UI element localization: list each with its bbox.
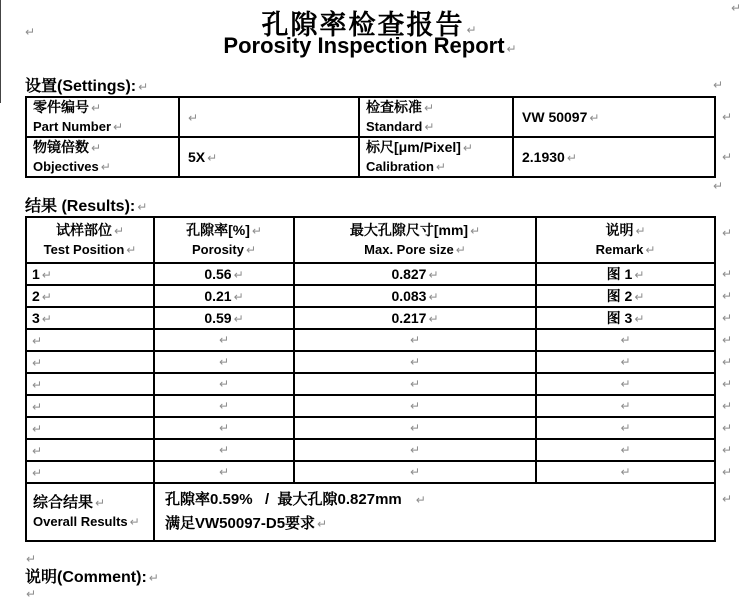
end-of-row-mark: ↵ bbox=[721, 267, 732, 281]
settings-heading bbox=[25, 73, 148, 96]
max-pore-text: 0.083 bbox=[391, 288, 427, 304]
paragraph-mark: ↵ bbox=[113, 224, 125, 238]
end-of-row-mark: ↵ bbox=[721, 150, 732, 164]
end-of-row-mark: ↵ bbox=[721, 289, 732, 303]
paragraph-mark: ↵ bbox=[251, 224, 262, 238]
header-remark bbox=[536, 217, 732, 263]
paragraph-mark: ↵ bbox=[435, 160, 446, 174]
end-of-cell-mark: ↵ bbox=[218, 399, 230, 413]
result-row-3 bbox=[26, 307, 715, 329]
report-title-en-text: Porosity Inspection Report bbox=[223, 33, 505, 58]
empty-result-row bbox=[26, 439, 715, 461]
end-of-row-mark: ↵ bbox=[721, 226, 732, 240]
header-max-pore-size bbox=[294, 217, 536, 263]
cell-porosity bbox=[154, 263, 294, 285]
porosity-text: 0.21 bbox=[204, 288, 232, 304]
value-text: 2.1930 bbox=[522, 149, 565, 165]
end-of-cell-mark: ↵ bbox=[620, 333, 631, 347]
summary-line-2-text: 满足VW50097-D5要求 bbox=[165, 515, 316, 532]
cell-porosity-empty bbox=[154, 439, 294, 461]
end-of-cell-mark: ↵ bbox=[634, 268, 645, 282]
results-header-row bbox=[26, 217, 715, 263]
paragraph-mark: ↵ bbox=[424, 120, 435, 134]
label-zh bbox=[33, 98, 178, 118]
value-text: VW 50097 bbox=[522, 109, 588, 125]
end-of-row-mark: ↵ bbox=[721, 465, 732, 479]
label-zh-text: 物镜倍数 bbox=[33, 139, 89, 155]
end-of-cell-mark: ↵ bbox=[41, 268, 52, 282]
settings-row bbox=[26, 137, 715, 177]
cell-position-empty bbox=[26, 461, 154, 483]
header-zh bbox=[537, 221, 714, 241]
paragraph-mark: ↵ bbox=[91, 141, 102, 155]
cell-standard-value bbox=[513, 97, 732, 137]
end-of-cell-mark: ↵ bbox=[409, 465, 421, 479]
label-en-text: Objectives bbox=[33, 159, 99, 174]
empty-result-row bbox=[26, 417, 715, 439]
label-en bbox=[366, 158, 512, 176]
settings-row bbox=[26, 97, 715, 137]
cell-position-empty bbox=[26, 351, 154, 373]
label-zh bbox=[366, 98, 512, 118]
header-zh-text: 最大孔隙尺寸[mm] bbox=[349, 222, 469, 238]
end-of-cell-mark: ↵ bbox=[620, 443, 631, 457]
results-heading bbox=[25, 193, 147, 216]
cell-max-pore bbox=[294, 263, 536, 285]
cell-overall-results-label bbox=[26, 483, 154, 541]
cell-part-number-value bbox=[179, 97, 359, 137]
cell-objectives-label bbox=[26, 137, 179, 177]
cell-remark-empty bbox=[536, 373, 732, 395]
paragraph-mark: ↵ bbox=[245, 243, 257, 257]
end-of-row-mark: ↵ bbox=[721, 355, 732, 369]
settings-table bbox=[25, 96, 732, 178]
remark-text: 图 1 bbox=[606, 266, 633, 282]
end-of-cell-mark: ↵ bbox=[32, 400, 43, 414]
end-of-cell-mark: ↵ bbox=[32, 356, 43, 370]
cell-remark bbox=[536, 307, 732, 329]
end-of-cell-mark: ↵ bbox=[634, 290, 645, 304]
label-zh-text: 检查标准 bbox=[366, 99, 422, 115]
end-of-cell-mark: ↵ bbox=[218, 333, 230, 347]
paragraph-mark: ↵ bbox=[713, 78, 724, 92]
summary-line-2 bbox=[165, 512, 714, 536]
cell-position bbox=[26, 263, 154, 285]
end-of-row-mark: ↵ bbox=[721, 421, 732, 435]
paragraph-mark: ↵ bbox=[470, 224, 481, 238]
end-of-cell-mark: ↵ bbox=[32, 334, 43, 348]
porosity-text: 0.56 bbox=[204, 266, 232, 282]
value-text: 5X bbox=[188, 149, 206, 165]
cell-porosity-empty bbox=[154, 373, 294, 395]
result-row-1 bbox=[26, 263, 715, 285]
paragraph-mark: ↵ bbox=[26, 552, 37, 566]
cell-position-empty bbox=[26, 417, 154, 439]
header-en-text: Remark bbox=[595, 242, 644, 257]
cell-remark bbox=[536, 263, 732, 285]
end-of-cell-mark: ↵ bbox=[409, 421, 421, 435]
cell-overall-results-value bbox=[154, 483, 732, 541]
end-of-cell-mark: ↵ bbox=[218, 377, 230, 391]
cell-remark-empty bbox=[536, 417, 732, 439]
summary-line-1 bbox=[165, 488, 714, 512]
label-zh bbox=[366, 138, 512, 158]
end-of-cell-mark: ↵ bbox=[620, 399, 631, 413]
end-of-cell-mark: ↵ bbox=[409, 399, 421, 413]
label-en bbox=[33, 158, 178, 176]
paragraph-mark: ↵ bbox=[25, 25, 36, 39]
end-of-cell-mark: ↵ bbox=[207, 151, 218, 165]
label-zh bbox=[33, 138, 178, 158]
end-of-cell-mark: ↵ bbox=[41, 312, 52, 326]
cell-position-empty bbox=[26, 329, 154, 351]
report-title-zh-text: 孔隙率检查报告 bbox=[261, 10, 465, 41]
paragraph-mark: ↵ bbox=[424, 101, 435, 115]
label-zh bbox=[33, 493, 153, 513]
cell-position-empty bbox=[26, 439, 154, 461]
paragraph-mark: ↵ bbox=[506, 42, 517, 56]
max-pore-text: 0.217 bbox=[391, 310, 427, 326]
end-of-cell-mark: ↵ bbox=[32, 466, 43, 480]
position-text: 2 bbox=[32, 288, 40, 304]
end-of-cell-mark: ↵ bbox=[218, 421, 230, 435]
header-en-text: Porosity bbox=[191, 242, 244, 257]
cell-standard-label bbox=[359, 97, 513, 137]
header-zh bbox=[27, 221, 153, 241]
empty-result-row bbox=[26, 461, 715, 483]
cell-porosity-empty bbox=[154, 351, 294, 373]
paragraph-mark: ↵ bbox=[148, 571, 159, 585]
end-of-cell-mark: ↵ bbox=[218, 443, 230, 457]
paragraph-mark: ↵ bbox=[91, 101, 102, 115]
cell-porosity-empty bbox=[154, 329, 294, 351]
header-zh-text: 孔隙率[%] bbox=[186, 222, 250, 238]
header-zh bbox=[295, 221, 535, 241]
label-en bbox=[33, 118, 178, 136]
cell-porosity-empty bbox=[154, 461, 294, 483]
max-pore-text: 0.827 bbox=[391, 266, 427, 282]
paragraph-mark: ↵ bbox=[466, 23, 479, 37]
paragraph-mark: ↵ bbox=[126, 243, 137, 257]
settings-heading-text: 设置(Settings): bbox=[25, 78, 137, 95]
results-table bbox=[25, 216, 732, 542]
end-of-row-mark: ↵ bbox=[721, 443, 732, 457]
cell-position bbox=[26, 307, 154, 329]
header-en bbox=[537, 241, 714, 259]
end-of-cell-mark: ↵ bbox=[634, 312, 645, 326]
end-of-cell-mark: ↵ bbox=[188, 111, 199, 125]
end-of-row-mark: ↵ bbox=[721, 377, 732, 391]
cell-max-pore-empty bbox=[294, 461, 536, 483]
label-en bbox=[366, 118, 512, 136]
end-of-row-mark: ↵ bbox=[721, 110, 732, 124]
cell-max-pore-empty bbox=[294, 329, 536, 351]
remark-text: 图 2 bbox=[606, 288, 633, 304]
porosity-text: 0.59 bbox=[204, 310, 232, 326]
paragraph-mark: ↵ bbox=[95, 496, 106, 510]
header-test-position bbox=[26, 217, 154, 263]
paragraph-mark: ↵ bbox=[137, 200, 148, 214]
end-of-cell-mark: ↵ bbox=[589, 111, 600, 125]
empty-result-row bbox=[26, 395, 715, 417]
header-en bbox=[27, 241, 153, 259]
cell-remark bbox=[536, 285, 732, 307]
overall-results-row bbox=[26, 483, 715, 541]
end-of-cell-mark: ↵ bbox=[620, 377, 631, 391]
paragraph-mark: ↵ bbox=[462, 141, 473, 155]
label-zh-text: 综合结果 bbox=[33, 494, 94, 511]
cell-position-empty bbox=[26, 373, 154, 395]
header-porosity bbox=[154, 217, 294, 263]
end-of-cell-mark: ↵ bbox=[409, 333, 421, 347]
cell-max-pore-empty bbox=[294, 351, 536, 373]
end-of-row-mark: ↵ bbox=[721, 333, 732, 347]
end-of-row-mark: ↵ bbox=[721, 399, 732, 413]
end-of-cell-mark: ↵ bbox=[218, 465, 230, 479]
end-of-cell-mark: ↵ bbox=[428, 268, 439, 282]
cell-max-pore bbox=[294, 307, 536, 329]
report-title-en bbox=[0, 33, 740, 59]
paragraph-mark: ↵ bbox=[100, 160, 111, 174]
end-of-cell-mark: ↵ bbox=[428, 312, 439, 326]
cell-calibration-value bbox=[513, 137, 732, 177]
header-zh bbox=[155, 221, 293, 241]
paragraph-mark: ↵ bbox=[635, 224, 646, 238]
paragraph-mark: ↵ bbox=[455, 243, 466, 257]
paragraph-mark: ↵ bbox=[113, 120, 124, 134]
end-of-row-mark: ↵ bbox=[721, 492, 732, 506]
cell-porosity-empty bbox=[154, 395, 294, 417]
empty-result-row bbox=[26, 329, 715, 351]
cell-remark-empty bbox=[536, 351, 732, 373]
position-text: 3 bbox=[32, 310, 40, 326]
end-of-cell-mark: ↵ bbox=[409, 355, 421, 369]
cell-position-empty bbox=[26, 395, 154, 417]
paragraph-mark: ↵ bbox=[415, 493, 426, 507]
cell-max-pore-empty bbox=[294, 373, 536, 395]
result-row-2 bbox=[26, 285, 715, 307]
cell-objectives-value bbox=[179, 137, 359, 177]
cell-part-number-label bbox=[26, 97, 179, 137]
cell-porosity bbox=[154, 307, 294, 329]
end-of-cell-mark: ↵ bbox=[409, 443, 421, 457]
cell-max-pore-empty bbox=[294, 395, 536, 417]
end-of-cell-mark: ↵ bbox=[620, 355, 631, 369]
label-en-text: Calibration bbox=[366, 159, 434, 174]
comment-heading-text: 说明(Comment): bbox=[25, 569, 147, 586]
paragraph-mark: ↵ bbox=[26, 587, 37, 600]
paragraph-mark: ↵ bbox=[713, 179, 724, 193]
end-of-cell-mark: ↵ bbox=[620, 421, 631, 435]
cell-remark-empty bbox=[536, 461, 732, 483]
cell-porosity-empty bbox=[154, 417, 294, 439]
header-en bbox=[295, 241, 535, 259]
cell-max-pore-empty bbox=[294, 439, 536, 461]
cell-position bbox=[26, 285, 154, 307]
cell-max-pore bbox=[294, 285, 536, 307]
end-of-row-mark: ↵ bbox=[721, 311, 732, 325]
end-of-cell-mark: ↵ bbox=[233, 312, 244, 326]
end-of-cell-mark: ↵ bbox=[566, 151, 577, 165]
end-of-cell-mark: ↵ bbox=[218, 355, 230, 369]
remark-text: 图 3 bbox=[606, 310, 633, 326]
end-of-cell-mark: ↵ bbox=[32, 444, 43, 458]
end-of-cell-mark: ↵ bbox=[233, 290, 244, 304]
label-en-text: Overall Results bbox=[33, 514, 128, 529]
label-en bbox=[33, 513, 153, 531]
paragraph-mark: ↵ bbox=[645, 243, 656, 257]
label-en-text: Part Number bbox=[33, 119, 112, 134]
empty-result-row bbox=[26, 351, 715, 373]
empty-result-row bbox=[26, 373, 715, 395]
paragraph-mark: ↵ bbox=[731, 1, 742, 15]
end-of-cell-mark: ↵ bbox=[32, 422, 43, 436]
paragraph-mark: ↵ bbox=[138, 80, 149, 94]
label-zh-text: 标尺[μm/Pixel] bbox=[366, 139, 461, 155]
end-of-cell-mark: ↵ bbox=[41, 290, 52, 304]
label-en-text: Standard bbox=[366, 119, 423, 134]
header-zh-text: 说明 bbox=[605, 222, 634, 238]
end-of-cell-mark: ↵ bbox=[620, 465, 631, 479]
comment-heading bbox=[25, 564, 159, 587]
end-of-cell-mark: ↵ bbox=[428, 290, 439, 304]
header-en-text: Test Position bbox=[43, 242, 125, 257]
cell-remark-empty bbox=[536, 439, 732, 461]
cell-remark-empty bbox=[536, 329, 732, 351]
cell-calibration-label bbox=[359, 137, 513, 177]
header-en-text: Max. Pore size bbox=[364, 242, 454, 257]
paragraph-mark: ↵ bbox=[317, 517, 328, 531]
cell-max-pore-empty bbox=[294, 417, 536, 439]
paragraph-mark: ↵ bbox=[129, 515, 140, 529]
results-heading-text: 结果 (Results): bbox=[25, 198, 136, 215]
cell-remark-empty bbox=[536, 395, 732, 417]
end-of-cell-mark: ↵ bbox=[409, 377, 421, 391]
end-of-cell-mark: ↵ bbox=[233, 268, 244, 282]
position-text: 1 bbox=[32, 266, 40, 282]
header-zh-text: 试样部位 bbox=[55, 222, 112, 238]
label-zh-text: 零件编号 bbox=[33, 99, 89, 115]
header-en bbox=[155, 241, 293, 259]
end-of-cell-mark: ↵ bbox=[32, 378, 43, 392]
cell-porosity bbox=[154, 285, 294, 307]
summary-line-1-text: 孔隙率0.59% / 最大孔隙0.827mm bbox=[165, 491, 402, 508]
